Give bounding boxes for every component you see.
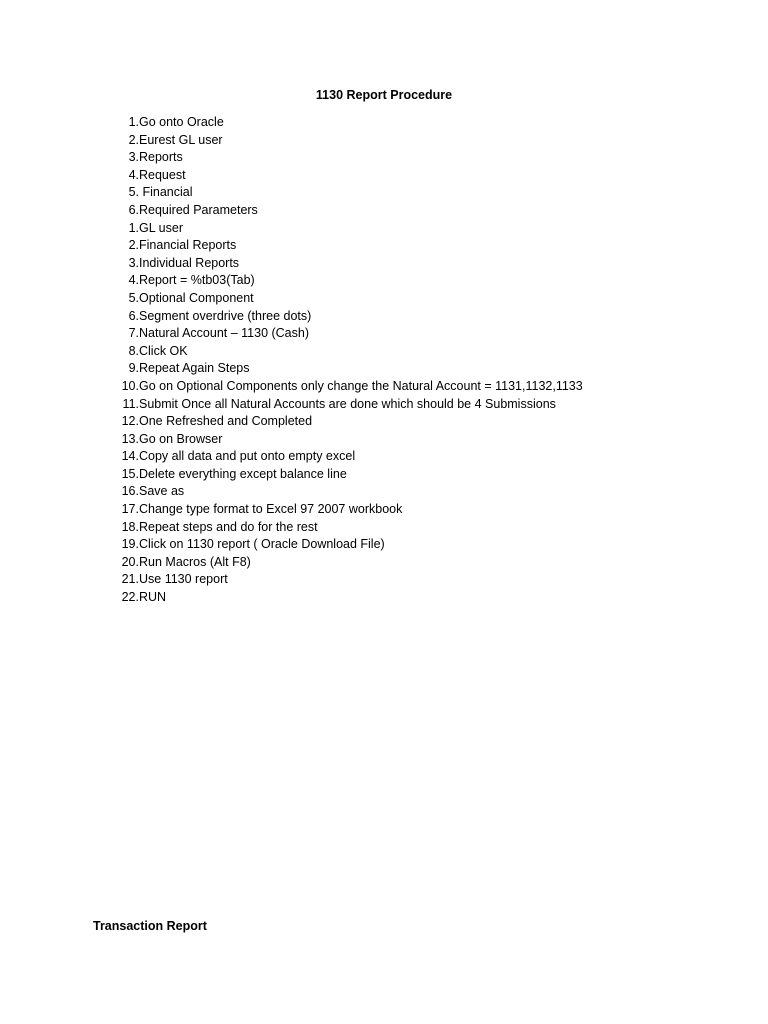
step-number: 15. bbox=[121, 466, 139, 481]
step-text: Financial bbox=[139, 185, 193, 200]
step-number: 6. bbox=[128, 202, 139, 217]
step-text: Copy all data and put onto empty excel bbox=[139, 449, 356, 464]
step-text: Report = %tb03(Tab) bbox=[139, 273, 255, 288]
step-text: Natural Account – 1130 (Cash) bbox=[139, 326, 310, 341]
list-item bbox=[108, 360, 250, 378]
list-item bbox=[108, 184, 193, 202]
step-number: 22. bbox=[121, 590, 139, 605]
step-text: Submit Once all Natural Accounts are done which should be 4 Submissions bbox=[139, 396, 556, 411]
step-number: 12. bbox=[121, 414, 139, 429]
step-text: Go on Browser bbox=[139, 431, 223, 446]
list-item bbox=[108, 501, 403, 519]
step-text: Go on Optional Components only change the Natural Account = 1131,1132,1133 bbox=[139, 378, 583, 393]
step-text: Delete everything except balance line bbox=[139, 466, 347, 481]
step-text: Repeat steps and do for the rest bbox=[139, 519, 318, 534]
list-item bbox=[108, 308, 312, 326]
list-item bbox=[108, 202, 258, 220]
list-item bbox=[108, 290, 254, 308]
step-number: 5. bbox=[128, 290, 139, 305]
list-item bbox=[108, 149, 183, 167]
list-item bbox=[108, 483, 185, 501]
step-number: 19. bbox=[121, 537, 139, 552]
step-text: Use 1130 report bbox=[139, 572, 228, 587]
list-item bbox=[108, 343, 188, 361]
list-item bbox=[108, 220, 184, 238]
step-text: One Refreshed and Completed bbox=[139, 414, 313, 429]
step-text: Eurest GL user bbox=[139, 132, 223, 147]
step-number: 1. bbox=[128, 115, 139, 129]
list-item bbox=[108, 272, 255, 290]
step-number: 5. bbox=[128, 185, 139, 200]
step-text: Save as bbox=[139, 484, 185, 499]
step-text: Go onto Oracle bbox=[139, 115, 224, 129]
page-title: 1130 Report Procedure bbox=[315, 88, 453, 102]
step-text: Click on 1130 report ( Oracle Download File) bbox=[139, 537, 385, 552]
step-number: 2. bbox=[128, 238, 139, 253]
list-item bbox=[108, 132, 223, 150]
step-text: Required Parameters bbox=[139, 202, 258, 217]
list-item bbox=[108, 448, 356, 466]
step-number: 8. bbox=[128, 343, 139, 358]
step-number: 7. bbox=[128, 326, 139, 341]
list-item bbox=[108, 589, 167, 607]
list-item bbox=[108, 413, 313, 431]
step-number: 21. bbox=[121, 572, 139, 587]
step-number: 14. bbox=[121, 449, 139, 464]
list-item bbox=[108, 255, 240, 273]
step-number: 4. bbox=[128, 273, 139, 288]
list-item bbox=[108, 431, 223, 449]
step-text: Individual Reports bbox=[139, 255, 240, 270]
step-text: Optional Component bbox=[139, 290, 254, 305]
step-text: GL user bbox=[139, 220, 184, 235]
step-number: 17. bbox=[121, 502, 139, 517]
step-number: 20. bbox=[121, 554, 139, 569]
step-text: Reports bbox=[139, 150, 183, 165]
step-number: 11. bbox=[122, 396, 139, 411]
step-text: Click OK bbox=[139, 343, 188, 358]
step-number: 1. bbox=[128, 220, 139, 235]
section-heading-transaction-report: Transaction Report bbox=[93, 919, 207, 933]
step-text: Change type format to Excel 97 2007 workbook bbox=[139, 502, 403, 517]
list-item bbox=[108, 554, 251, 572]
step-text: Request bbox=[139, 167, 186, 182]
step-text: Repeat Again Steps bbox=[139, 361, 250, 376]
step-number: 2. bbox=[128, 132, 139, 147]
step-text: RUN bbox=[139, 590, 167, 605]
step-number: 4. bbox=[128, 167, 139, 182]
list-item bbox=[108, 536, 385, 554]
step-text: Run Macros (Alt F8) bbox=[139, 554, 251, 569]
list-item bbox=[108, 396, 556, 414]
list-item bbox=[108, 167, 186, 185]
list-item bbox=[108, 114, 224, 132]
list-item bbox=[108, 519, 318, 537]
procedure-steps-list bbox=[108, 114, 583, 607]
list-item bbox=[108, 237, 237, 255]
list-item bbox=[108, 378, 583, 396]
step-text: Financial Reports bbox=[139, 238, 237, 253]
step-number: 3. bbox=[128, 150, 139, 165]
step-number: 18. bbox=[121, 519, 139, 534]
step-number: 10. bbox=[121, 378, 139, 393]
list-item bbox=[108, 325, 310, 343]
step-number: 13. bbox=[121, 431, 139, 446]
step-number: 16. bbox=[121, 484, 139, 499]
step-number: 3. bbox=[128, 255, 139, 270]
list-item bbox=[108, 571, 228, 589]
step-text: Segment overdrive (three dots) bbox=[139, 308, 312, 323]
step-number: 9. bbox=[128, 361, 139, 376]
list-item bbox=[108, 466, 347, 484]
step-number: 6. bbox=[128, 308, 139, 323]
